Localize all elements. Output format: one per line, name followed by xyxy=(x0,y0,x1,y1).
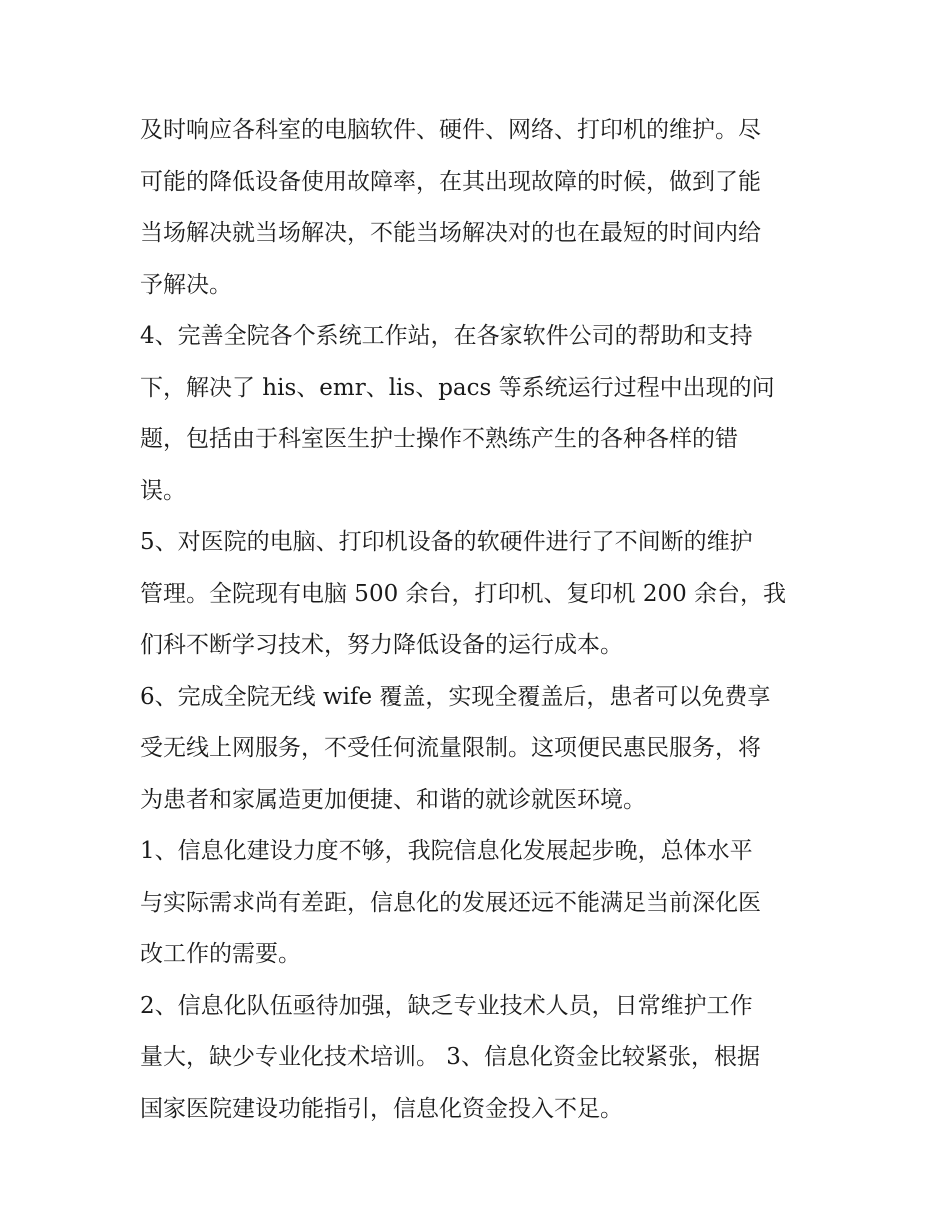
text-line: 题，包括由于科室医生护士操作不熟练产生的各种各样的错 xyxy=(140,426,738,452)
text-line: 当场解决就当场解决，不能当场解决对的也在最短的时间内给 xyxy=(140,220,761,246)
text-line: 为患者和家属造更加便捷、和谐的就诊就医环境。 xyxy=(140,786,646,813)
text-line: 2、信息化队伍亟待加强，缺乏专业技术人员，日常维护工作 xyxy=(140,992,753,1019)
text-line: 与实际需求尚有差距，信息化的发展还远不能满足当前深化医 xyxy=(140,889,761,916)
text-line: 误。 xyxy=(140,477,186,504)
text-line: 下，解决了 his、emr、lis、pacs 等系统运行过程中出现的问 xyxy=(140,374,775,401)
text-line: 5、对医院的电脑、打印机设备的软硬件进行了不间断的维护 xyxy=(140,529,753,555)
text-line: 6、完成全院无线 wife 覆盖，实现全覆盖后，患者可以免费享 xyxy=(140,683,771,710)
text-line: 管理。全院现有电脑 500 余台，打印机、复印机 200 余台，我 xyxy=(140,580,787,607)
text-line: 改工作的需要。 xyxy=(140,941,301,967)
text-line: 及时响应各科室的电脑软件、硬件、网络、打印机的维护。尽 xyxy=(140,117,761,143)
text-line: 国家医院建设功能指引，信息化资金投入不足。 xyxy=(140,1095,623,1122)
text-line: 1、信息化建设力度不够，我院信息化发展起步晚，总体水平 xyxy=(140,838,753,864)
text-line: 们科不断学习技术，努力降低设备的运行成本。 xyxy=(140,632,623,658)
text-line: 予解决。 xyxy=(140,271,232,298)
text-line: 4、完善全院各个系统工作站，在各家软件公司的帮助和支持 xyxy=(140,323,753,349)
text-line: 可能的降低设备使用故障率，在其出现故障的时候，做到了能 xyxy=(140,168,761,195)
text-line: 量大，缺少专业化技术培训。 3、信息化资金比较紧张，根据 xyxy=(140,1044,760,1070)
document-body xyxy=(140,105,820,1135)
text-line: 受无线上网服务，不受任何流量限制。这项便民惠民服务，将 xyxy=(140,735,761,761)
